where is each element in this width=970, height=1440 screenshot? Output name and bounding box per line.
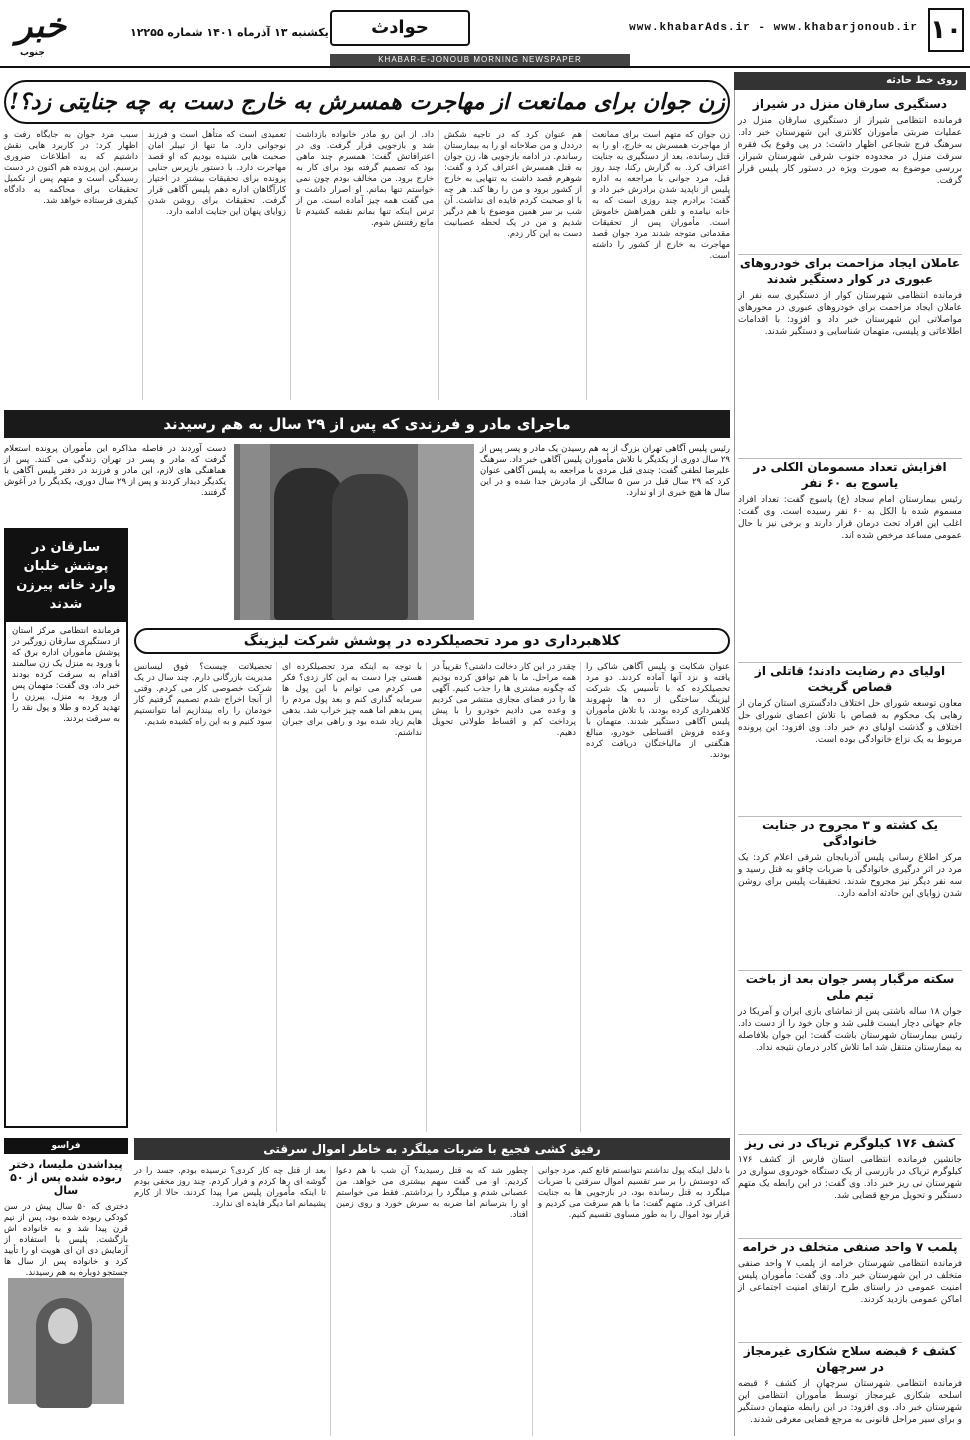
sidebar-story-body: جوان ۱۸ ساله باشتی پس از تماشای بازی ایران و آمریکا در جام جهانی دچار ایست قلبی شد و جان خود را از دست داد. رئیس بیمارستان شهرستان باشت گفت: این جوان بلافاصله به بیمارستان منتقل شد اما تلاش کادر درمان نتیجه نداد. [738, 1007, 963, 1053]
news-sidebar [734, 72, 966, 1436]
sidebar-tag: روی خط حادثه [734, 72, 966, 90]
sidebar-story-body: جانشین فرمانده انتظامی استان فارس از کشف ۱۷۶ کیلوگرم تریاک در بازرسی از یک دستگاه خودروی سواری در شهرستان نی ریز خبر داد. وی گفت: در این رابطه یک متهم دستگیر و تحویل مرجع قضایی شد. [738, 1155, 962, 1201]
sidebar-story [738, 966, 962, 1126]
sidebar-story-headline: یک کشته و ۳ مجروح در جنایت خانوادگی [762, 818, 938, 848]
story5-body: دختری که ۵۰ سال پیش در سن کودکی ربوده شده بود، پس از نیم قرن پیدا شد و به خانواده اش بازگشت. پلیس با استفاده از آزمایش دی ان ای هویت او را تأیید کرد و خانواده پس از سال ها جستجو دوباره به هم رسیدند. [4, 1202, 128, 1278]
thieves-box-body: فرمانده انتظامی مرکز استان از دستگیری سارقان زورگیر در پوشش مأموران اداره برق که با ورود به منزل یک زن سالمند اقدام به سرقت کرده بودند خبر داد. وی گفت: متهمان پس از ورود به منزل، پیرزن را تهدید کرده و طلا و پول نقد را به سرقت بردند. [12, 626, 120, 724]
page-number: ۱۰ [928, 8, 964, 52]
thieves-box [4, 528, 128, 1128]
sidebar-story-body: فرمانده انتظامی شهرستان کوار از دستگیری سه نفر از عاملان ایجاد مزاحمت برای خودروهای عبوری در محورهای مواصلاتی این شهرستان خبر داد و افزود: با اقدامات اطلاعاتی و پلیسی، متهمان شناسایی و دستگیر شدند. [738, 291, 962, 337]
lead-headline: زن جوان برای ممانعت از مهاجرت همسرش به خارج دست به چه جنایتی زد؟! [4, 80, 730, 124]
sidebar-story [738, 96, 962, 246]
sidebar-story [738, 1234, 962, 1334]
sidebar-story-body: معاون توسعه شورای حل اختلاف دادگستری استان کرمان از رهایی یک محکوم به قصاص با تلاش اعضای شورای حل اختلاف و گذشت اولیای دم خبر داد. وی افزود: این پرونده مربوط به یک نزاع خانوادگی بوده است. [738, 699, 962, 745]
sidebar-story-body: فرمانده انتظامی شهرستان سرچهان از کشف ۶ قبضه اسلحه شکاری غیرمجاز توسط مأموران انتظامی این شهرستان خبر داد. وی افزود: در این رابطه متهمان دستگیر و برای سیر مراحل قانونی به مرجع قضایی معرفی شدند. [738, 1379, 962, 1425]
sidebar-story [738, 1130, 962, 1230]
story3-column: تحصیلاتت چیست؟ فوق لیسانس مدیریت بازرگانی دارم. چند سال در یک شرکت خصوصی کار می کردم. وقتی از آنجا اخراج شدم تصمیم گرفتیم کار خودمان را راه بیندازیم اما نتوانستیم سود کنیم و به این راه کشیده شدیم. [134, 662, 272, 727]
newspaper-logo [6, 4, 122, 60]
lead-column: سبب مرد جوان به جایگاه رفت و اظهار کرد: در کاربرد هایی نقش داشتیم که به اطلاعات ضروری برسیم. این پرونده هم اکنون در دست رسیدگی است و متهم پس از تکمیل تحقیقات برای محاکمه به دادگاه کیفری فرستاده خواهد شد. [4, 130, 138, 206]
sidebar-story-body: فرمانده انتظامی شیراز از دستگیری سارقان منزل در عملیات ضربتی مأموران کلانتری این شهرستان خبر داد. سرهنگ فرج شجاعی اظهار داشت: در پی وقوع یک فقره سرقت منزل در محدوده جنوب شرقی شهرستان شیراز، بررسی موضوع به صورت ویژه در دستور کار پلیس قرار گرفت. [738, 116, 962, 186]
story5-headline: پیداشدن ملیسا، دختر ربوده شده پس از ۵۰ سال [9, 1158, 123, 1197]
lead-column: زن جوان که متهم است برای ممانعت از مهاجرت همسرش به خارج، او را به قتل رسانده، بعد از دستگیری به جنایت اعتراف کرد. به گزارش رکنا، چند روز قبل، مرد جوانی با مراجعه به اداره پلیس از ناپدید شدن برادرش خبر داد و گفت: برادرم چند روزی است که به خانه نیامده و تلفن همراهش خاموش است. مأموران پس از تحقیقات مقدماتی متوجه شدند مرد جوان قصد مهاجرت به خارج از کشور را داشته است. [592, 130, 730, 261]
logo-sub: جنوب [20, 48, 45, 58]
sidebar-story-headline: دستگیری سارقان منزل در شیراز [752, 97, 948, 111]
sidebar-story [738, 1338, 962, 1434]
sidebar-story [738, 250, 962, 450]
sidebar-story-headline: کشف ۱۷۶ کیلوگرم تریاک در نی ریز [745, 1136, 955, 1150]
story3-column: عنوان شکایت و پلیس آگاهی شاکی را یافته و نزد آنها آماده کردند. دو مرد تحصیلکرده که با تأسیس یک شرکت لیزینگ ساختگی از ده ها شهروند کلاهبرداری کرده بودند، با تلاش مأموران پلیس آگاهی دستگیر شدند. متهمان با وعده فروش اقساطی خودرو، مبالغ هنگفتی از مالباختگان دریافت کرده بودند. [586, 662, 730, 760]
sidebar-story-headline: افزایش تعداد مسمومان الکلی در یاسوج به ۶۰ نفر [753, 460, 947, 490]
section-title: حوادث [330, 10, 470, 46]
main-content [4, 72, 730, 1436]
story3-headline: کلاهبرداری دو مرد تحصیلکرده در پوشش شرکت لیزینگ [134, 628, 730, 654]
masthead [0, 0, 970, 68]
thieves-box-headline: سارقان در پوشش خلبان وارد خانه پیرزن شدند [6, 530, 126, 622]
story2-body-left: دست آوردند در فاصله مذاکره این مأموران پرونده استعلام گرفت که مادر و پسر در تهران زندگی می کنند. پس از هماهنگی های لازم، این مادر و فرزند در دفتر پلیس آگاهی با یکدیگر دیدار کردند و پس از ۲۹ سال دوری، یکدیگر را در آغوش گرفتند. [4, 444, 226, 498]
sidebar-story-body: فرمانده انتظامی شهرستان خرامه از پلمب ۷ واحد صنفی متخلف در این شهرستان خبر داد. وی گفت: مأموران پلیس امنیت عمومی در راستای طرح ارتقای امنیت اجتماعی از اماکن عمومی بازدید کردند. [738, 1259, 962, 1305]
story3-column: چقدر در این کار دخالت داشتی؟ تقریباً در همه مراحل. ما با هم توافق کرده بودیم که چگونه مشتری ها را جذب کنیم. آگهی ها را در فضای مجازی منتشر می کردیم و وعده می دادیم خودرو را با پیش پرداخت کم و اقساط طولانی تحویل دهیم. [432, 662, 576, 738]
site-url[interactable]: www.khabarAds.ir - www.khabarjonoub.ir [629, 22, 918, 34]
story4-column: بعد از قتل چه کار کردی؟ ترسیده بودم. جسد را در گوشه ای رها کردم و فرار کردم. چند روز مخفی بودم تا اینکه مأموران پلیس مرا پیدا کردند. حالا از کارم پشیمانم اما دیگر فایده ای ندارد. [134, 1166, 326, 1209]
sidebar-story [738, 812, 962, 962]
sidebar-story [738, 454, 962, 654]
sidebar-story-body: مرکز اطلاع رسانی پلیس آذربایجان شرقی اعلام کرد: یک مرد در اثر درگیری خانوادگی با ضربات چاقو به قتل رسید و سه نفر دیگر نیز مجروح شدند. تحقیقات پلیس برای روشن شدن زوایای این حادثه ادامه دارد. [738, 853, 962, 899]
story4-body [134, 1166, 730, 1436]
story4-column: با دلیل اینکه پول نداشتم نتوانستم قانع کنم. مرد جوانی که دوستش را بر سر تقسیم اموال سرقتی با ضربات میلگرد به قتل رسانده بود، در بازجویی ها به جنایت اعتراف کرد. متهم گفت: ما با هم سرقت می کردیم و قرار بود اموال را به طور مساوی تقسیم کنیم. [538, 1166, 730, 1220]
story5-photo [8, 1278, 124, 1404]
lead-column: داد. از این رو مادر خانواده بازداشت شد و بازجویی قرار گرفت. وی در اعترافاتش گفت: همسرم چند ماهی بود که تصمیم گرفته بود برای کار به خارج برود. من مخالف بودم چون نمی خواستم تنها بمانم. او اصرار داشت و می گفت همه چیز آماده است. من از ترس اینکه تنها بمانم نقشه کشیدم تا مانع رفتنش شوم. [296, 130, 434, 228]
lead-story-body [4, 130, 730, 400]
sidebar-story-headline: اولیای دم رضایت دادند؛ قاتلی از قصاص گریخت [754, 664, 946, 694]
sidebar-story [738, 658, 962, 808]
lead-column: هم عنوان کرد که در تاجیه شکش درددل و من صلاحانه او را به بیمارستان رساندم. در ادامه بازجویی ها، زن جوان به قتل همسرش اعتراف کرد و گفت: شوهرم قصد داشت به تنهایی به خارج از کشور برود و من را رها کند. هر چه با او صحبت کردم فایده ای نداشت. آن شب بر سر همین موضوع با هم درگیر شدیم و من در یک لحظه عصبانیت دست به این کار زدم. [444, 130, 582, 239]
sidebar-story-headline: کشف ۶ قبضه سلاح شکاری غیرمجاز در سرچهان [743, 1344, 957, 1374]
story4-column: چطور شد که به قتل رسیدید؟ آن شب با هم دعوا کردیم. او می گفت سهم بیشتری می خواهد. من عصبانی شدم و میلگرد را برداشتم. فقط می خواستم او را بترسانم اما ضربه به سرش خورد و روی زمین افتاد. [336, 1166, 528, 1220]
issue-info: یکشنبه ۱۳ آذرماه ۱۴۰۱ شماره ۱۲۲۵۵ [130, 26, 329, 39]
sidebar-story-headline: عاملان ایجاد مزاحمت برای خودروهای عبوری در کوار دستگیر شدند [739, 256, 961, 286]
lead-column: تعمیدی است که متأهل است و فرزند نوجوانی دارد. ما تنها از تیبلر امان صحبت هایی شنیده بودیم که او قصد مهاجرت دارد. با دستور بازپرس جنایی پرونده برای تحقیقات بیشتر در اختیار کارآگاهان اداره دهم پلیس آگاهی قرار گرفت. تحقیقات برای روشن شدن زوایای پنهان این جنایت ادامه دارد. [148, 130, 286, 217]
story3-column: با توجه به اینکه مرد تحصیلکرده ای هستی چرا دست به این کار زدی؟ فکر می کردم می توانم با این پول ها سرمایه گذاری کنم و بعد پول مردم را پس بدهم اما همه چیز خراب شد. بدهی هایم زیاد شده بود و راهی برای جبران نداشتم. [282, 662, 422, 738]
story4-headline: رفیق کشی فجیع با ضربات میلگرد به خاطر اموال سرقتی [134, 1138, 730, 1160]
sidebar-story-headline: سکته مرگبار پسر جوان بعد از باخت تیم ملی [745, 972, 955, 1002]
story2-headline: ماجرای مادر و فرزندی که پس از ۲۹ سال به هم رسیدند [4, 410, 730, 438]
story5-tag: فراسو [4, 1138, 128, 1154]
morning-strip: KHABAR-E-JONOUB MORNING NEWSPAPER [330, 54, 630, 66]
story3-body [134, 662, 730, 1132]
logo-word: خبر [16, 6, 67, 46]
story2-body-right: رئیس پلیس آگاهی تهران بزرگ از به هم رسیدن یک مادر و پسر پس از ۲۹ سال دوری از یکدیگر با تلاش مأموران پلیس آگاهی خبر داد. سرهنگ علیرضا لطفی گفت: چندی قبل مردی با مراجعه به پلیس آگاهی عنوان کرد که ۲۹ سال قبل در سن ۵ سالگی از مادرش جدا شده و در این سال ها هیچ خبری از او ندارد. [480, 444, 731, 498]
story2-photo [234, 444, 474, 620]
sidebar-story-body: رئیس بیمارستان امام سجاد (ع) یاسوج گفت: تعداد افراد مسموم شده با الکل به ۶۰ نفر رسیده است. وی گفت: اغلب این افراد تحت درمان قرار دارند و برخی نیز با حال عمومی مساعد مرخص شده اند. [738, 495, 962, 541]
sidebar-story-headline: پلمب ۷ واحد صنفی متخلف در خرامه [742, 1240, 958, 1254]
